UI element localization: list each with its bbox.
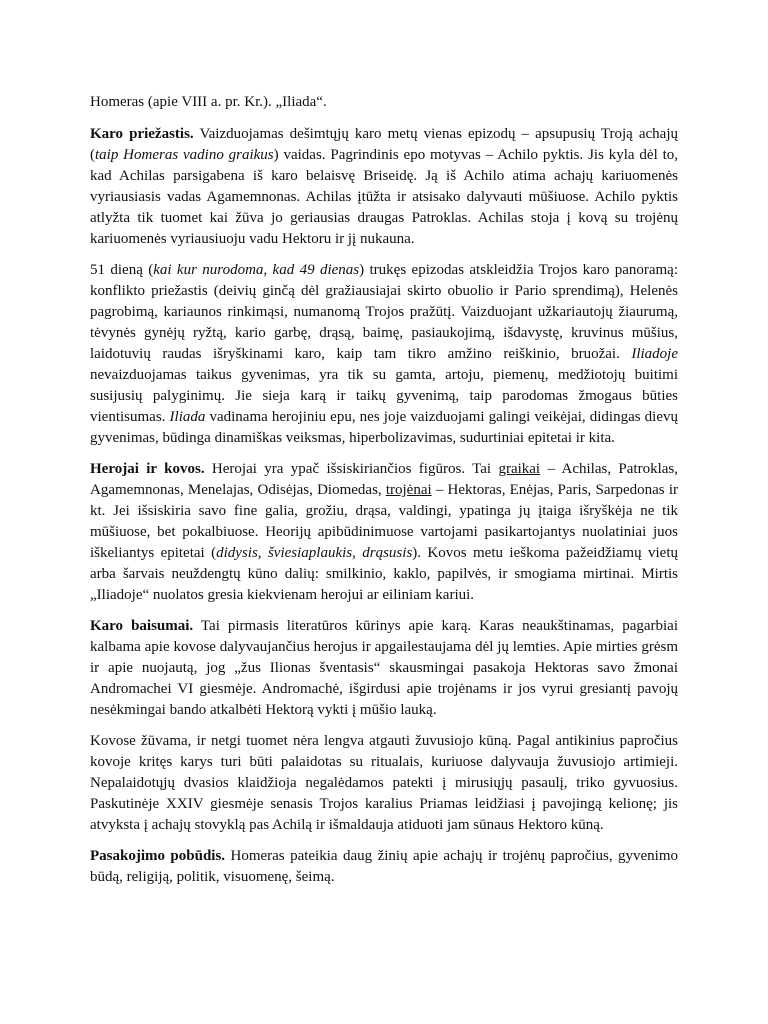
section-heading: Herojai ir kovos.	[90, 461, 205, 477]
italic-text: Iliadoje	[631, 346, 678, 362]
underlined-text: trojėnai	[385, 482, 432, 498]
section-heading: Karo priežastis.	[90, 126, 194, 142]
document-title-line	[90, 92, 678, 113]
text: ) trukęs epizodas atskleidžia Trojos karo panoramą: konfliktο priežastis (deivių ginčą dėl gražiausiajai skirto obuolio ir Pario sprendimą), Helenės pagrobimą, kariaunos rinkimąsi, numanomą Trojos pražūtį. Vaizduojant užkariautojų žiaurumą, tėvynės gynėjų ryžtą, kario garbę, drąsą, baimę, pasiaukojimą, išdavystę, kruvinus mūšius, laidotuvių raudas išryškinami karo, kaip tam tikro amžino reiškinio, bruožai.	[90, 262, 678, 362]
text: vadinama herojiniu epu, nes joje vaizduojami galingi veikėjai, didingas dievų gyvenimas, būdinga dinamiškas veiksmas, hiperbolizavimas, sudurtiniai epitetai ir kita.	[90, 409, 678, 446]
paragraph-karo-baisumai	[90, 616, 678, 721]
italic-text: Iliada	[169, 409, 206, 425]
paragraph-karo-priezastis	[90, 124, 678, 250]
text: ) vaidas. Pagrindinis epo motyvas – Achilo pyktis. Jis kyla dėl to, kad Achilas parsigabena iš karo belaisvę Briseidę. Ją iš Achilo atima achajų kariuomenės vyriausiasis vadas Agamemnonas. Achilas įtūžta ir atsisako dalyvauti mūšiuose. Achilo pyktis atlyžta tik tuomet kai žūva jo geriausias draugas Patroklas. Achilas stoja į kovą su trojėnų kariuomenės vyriausiuoju vadu Hektoru ir jį nukauna.	[90, 147, 678, 247]
underlined-text: graikai	[498, 461, 541, 477]
section-heading: Pasakojimo pobūdis.	[90, 848, 226, 864]
italic-text: taip Homeras vadino graikus	[95, 147, 274, 163]
title-text: Homeras (apie VIII a. pr. Kr.). „Iliada“.	[90, 94, 327, 110]
italic-text: didysis, šviesiaplaukis, drąsusis	[216, 545, 413, 561]
text: – Achilas, Patroklas, Agamemnonas, Menelajas, Odisėjas, Diomedas,	[90, 461, 679, 498]
text: ). Kovos metu ieškoma pažeidžiamų vietų arba šarvais neuždengtų kūno dalių: smilkinio, kaklo, papilvės, ir smogiama mirtinai. Mirtis „Iliadoje“ nuolatos gresia kiekvienam herojui ar eiliniam kariui.	[90, 545, 678, 603]
text: Kovose žūvama, ir netgi tuomet nėra lengva atgauti žuvusiojo kūną. Pagal antikinius papročius kovoje kritęs karys turi būti palaidotas su ritualais, kuriuose dalyvauja žuvusiojo artimieji. Nepalaidotųjų dvasios klaidžioja negalėdamos patekti į mirusiųjų pasaulį, triko gyvuosius. Paskutinėje XXIV giesmėje senasis Trojos karalius Priamas leidžiasi į pavojingą kelionę; jis atvyksta į achajų stovyklą pas Achilą ir išmaldauja atiduoti jam sūnaus Hektoro kūną.	[90, 733, 678, 833]
text: Vaizduojamas dešimtųjų karo metų vienas epizodų – apsupusių Troją achajų (	[90, 126, 679, 163]
paragraph-pasakojimo-pobudis	[90, 846, 678, 888]
text: – Hektoras, Enėjas, Paris, Sarpedonas ir kt. Jei išsiskiria savo fine galia, grožiu, drąsa, valdingi, ypatinga jų įtaiga išryškėja ne tik mūšiuose, bet pokalbiuose. Heorijų apibūdinimuose vartojami pasikartojantys nuolatiniai juos iškeliantys epitetai (	[90, 482, 678, 561]
paragraph-kovose-zuvama	[90, 731, 678, 836]
paragraph-51-diena	[90, 260, 678, 449]
text: Herojai yra ypač išsiskiriančios figūros. Tai	[204, 461, 499, 477]
text: nevaizduojamas taikus gyvenimas, yra tik su gamta, artoju, piemenų, medžiotojų buitimi susijusių palyginimų. Jie sieja karą ir taikų gyvenimą, taip parodomas žmogaus būties vientisumas.	[90, 367, 678, 425]
italic-text: kai kur nurodoma, kad 49 dienas	[153, 262, 360, 278]
section-heading: Karo baisumai.	[90, 618, 194, 634]
text: Homeras pateikia daug žinių apie achajų ir trojėnų papročius, gyvenimo būdą, religiją, politik, visuomenę, šeimą.	[90, 848, 679, 885]
text: 51 dieną (	[90, 262, 154, 278]
paragraph-herojai-ir-kovos	[90, 459, 678, 606]
text: Tai pirmasis literatūros kūrinys apie karą. Karas neaukštinamas, pagarbiai kalbama apie kovose dalyvaujančius herojus ir apgailestaujama dėl jų lemties. Apie mirties grėsm ir apie nuojautą, jog „žus Ilionas šventasis“ skausmingai pasakoja Hektoras savo žmonai Andromachei VI giesmėje. Andromachė, išgirdusi apie trojėnams ir jos vyrui gresiantį pavojų nesėkmingai bando atkalbėti Hektorą vykti į mūšio lauką.	[90, 618, 678, 718]
